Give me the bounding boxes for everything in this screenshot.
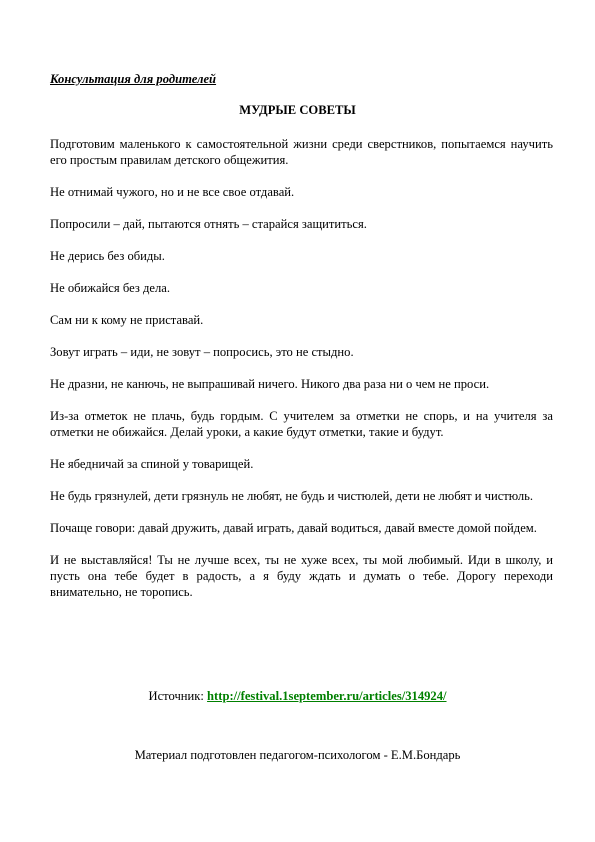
- paragraph-advice-6: Зовут играть – иди, не зовут – попросись, это не стыдно.: [50, 345, 354, 359]
- document-body: [50, 136, 553, 616]
- author-credit: Материал подготовлен педагогом-психологом - Е.М.Бондарь: [134, 748, 461, 762]
- paragraph-intro: Подготовим маленького к самостоятельной жизни среди сверстников, попытаемся научить его простым правилам детского общежития.: [50, 137, 553, 167]
- paragraph-advice-1: Не отнимай чужого, но и не все свое отдавай.: [50, 185, 295, 199]
- paragraph-advice-8: Из-за отметок не плачь, будь гордым. С учителем за отметки не спорь, и на учителя за отметки не обижайся. Делай уроки, а какие будут отметки, такие и будут.: [50, 409, 553, 439]
- paragraph-advice-2: Попросили – дай, пытаются отнять – старайся защититься.: [50, 217, 367, 231]
- source-line: [0, 688, 595, 704]
- document-title: МУДРЫЕ СОВЕТЫ: [239, 103, 356, 117]
- paragraph-advice-10: Не будь грязнулей, дети грязнуль не любят, не будь и чистюлей, дети не любят и чистюль.: [50, 489, 534, 503]
- paragraph-advice-4: Не обижайся без дела.: [50, 281, 170, 295]
- paragraph-advice-11: Почаще говори: давай дружить, давай играть, давай водиться, давай вместе домой пойдем.: [50, 521, 537, 535]
- document-subtitle: Консультация для родителей: [50, 72, 217, 86]
- paragraph-advice-12: И не выставляйся! Ты не лучше всех, ты не хуже всех, ты мой любимый. Иди в школу, и пусть она тебе будет в радость, а я буду ждать и думать о тебе. Дорогу переходи внимательно, не торопись.: [50, 553, 553, 599]
- paragraph-advice-7: Не дразни, не канючь, не выпрашивай ничего. Никого два раза ни о чем не проси.: [50, 377, 490, 391]
- source-label: Источник:: [148, 689, 208, 703]
- paragraph-advice-9: Не ябедничай за спиной у товарищей.: [50, 457, 254, 471]
- paragraph-advice-3: Не дерись без обиды.: [50, 249, 165, 263]
- paragraph-advice-5: Сам ни к кому не приставай.: [50, 313, 204, 327]
- source-link[interactable]: http://festival.1september.ru/articles/314924/: [207, 689, 447, 703]
